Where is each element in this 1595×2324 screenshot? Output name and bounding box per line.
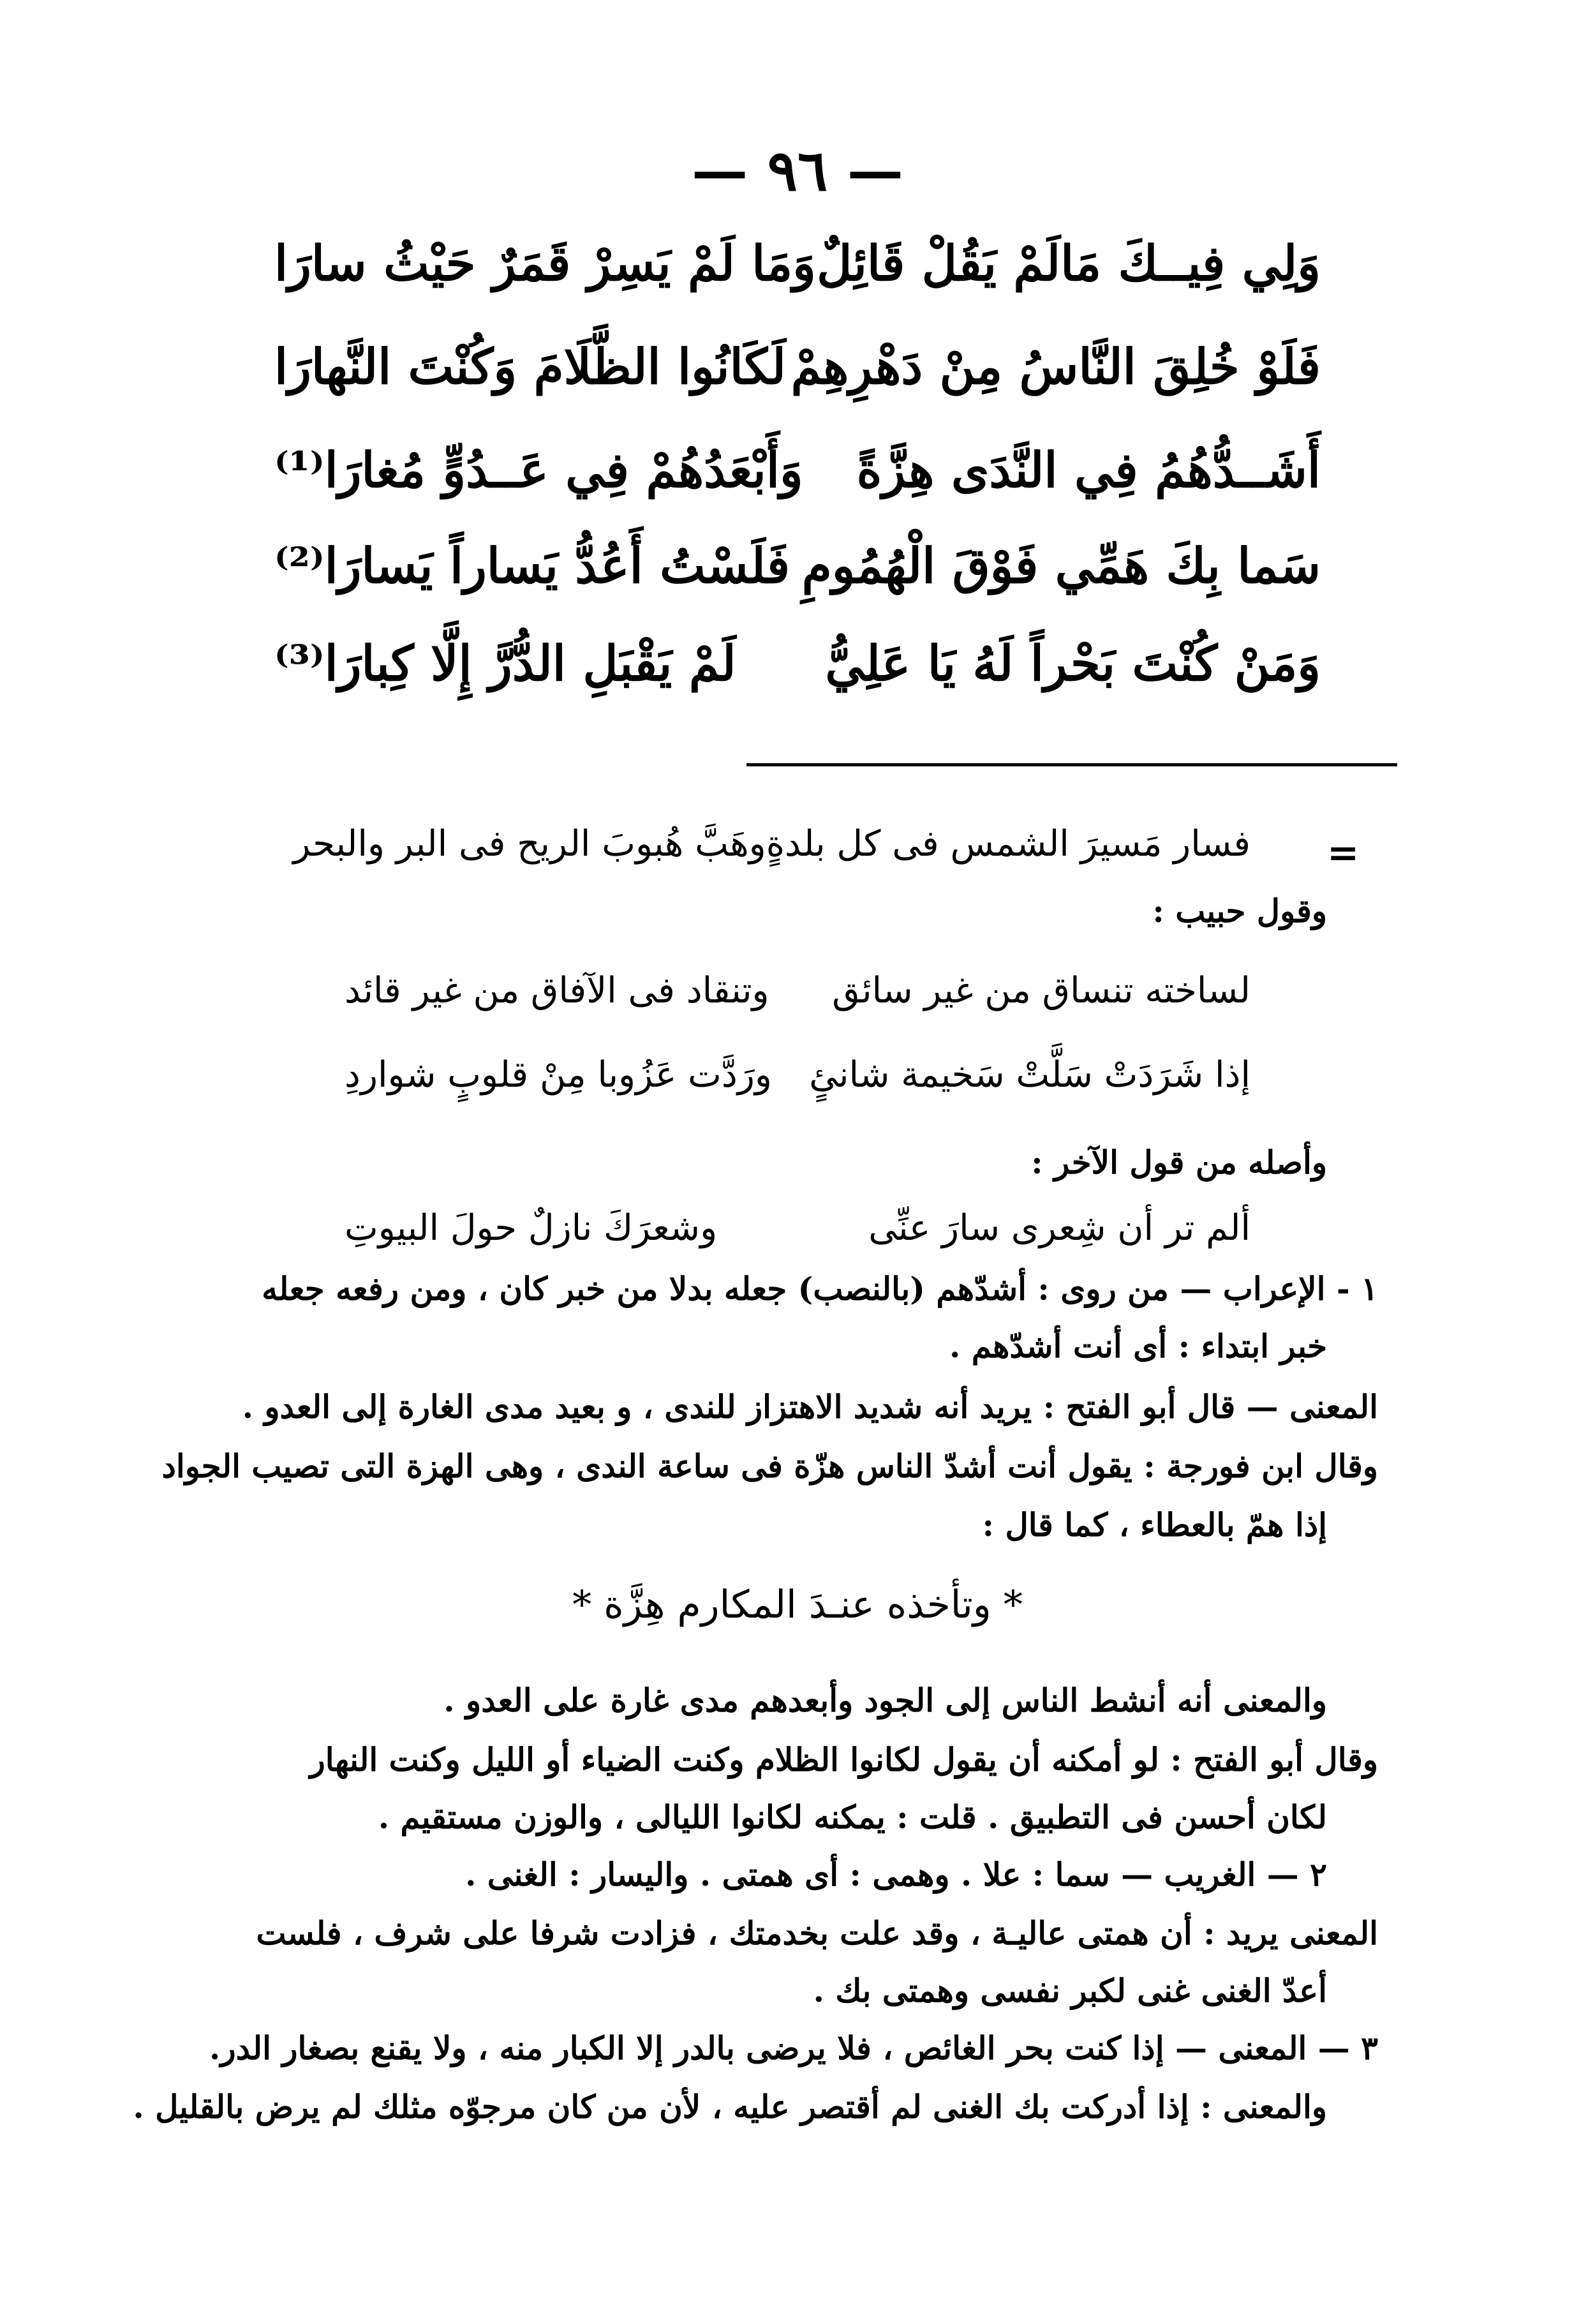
verse-line	[274, 635, 1321, 692]
verse-second-hemistich: لَمْ يَقْبَلِ الدُّرَّ إِلَّا كِبارَا⁽³⁾	[274, 635, 736, 692]
note-line: والمعنى أنه أنشط الناس إلى الجود وأبعدهم مدى غارة على العدو .	[443, 1681, 1327, 1719]
note-line: ٣ — المعنى — إذا كنت بحر الغائص ، فلا يرضى بالدر إلا الكبار منه ، ولا يقنع بصغار الدر.	[209, 2029, 1378, 2067]
verse-first-hemistich: سَما بِكَ هَمِّي فَوْقَ الْهُمُومِ	[801, 537, 1321, 594]
note-line: المعنى — قال أبو الفتح : يريد أنه شديد الاهتزاز للندى ، و بعيد مدى الغارة إلى العدو .	[242, 1388, 1378, 1426]
verse-line	[274, 537, 1321, 594]
verse-second-hemistich: وَمَا لَمْ يَسِرْ قَمَرٌ حَيْثُ سارَا	[274, 235, 816, 292]
note-line: ٢ — الغريب — سما : علا . وهمى : أى همتى . واليسار : الغنى .	[464, 1856, 1327, 1893]
verse-first-hemistich: وَلِي فِيــكَ مَالَمْ يَقُلْ قَائِلٌ	[817, 235, 1321, 292]
verse-first-hemistich: أَشَــدُّهُمُ فِي النَّدَى هِزَّةً	[856, 442, 1321, 498]
verse-line	[274, 235, 1321, 292]
note-line: والمعنى : إذا أدركت بك الغنى لم أقتصر عليه ، لأن من كان مرجوّه مثلك لم يرض بالقليل .	[133, 2088, 1327, 2126]
continuation-marker: =	[1327, 831, 1360, 875]
page-number: — ٩٦ —	[692, 137, 903, 204]
quoted-verse	[293, 823, 1250, 865]
verse-first-hemistich: وَمَنْ كُنْتَ بَحْراً لَهُ يَا عَلِيُّ	[825, 635, 1321, 692]
quoted-verse	[345, 970, 1250, 1011]
verse-line	[274, 338, 1321, 395]
verse-first-hemistich: فسار مَسيرَ الشمس فى كل بلدةٍ	[766, 823, 1250, 865]
verse-first-hemistich: ألم تر أن شِعرى سارَ عنِّى	[868, 1207, 1250, 1249]
note-line: وقال ابن فورجة : يقول أنت أشدّ الناس هزّة فى ساعة الندى ، وهى الهزة التى تصيب الجواد	[161, 1447, 1378, 1485]
verse-second-hemistich: فَلَسْتُ أَعُدُّ يَساراً يَسارَا⁽²⁾	[274, 537, 790, 594]
note-line: وقال أبو الفتح : لو أمكنه أن يقول لكانوا الظلام وكنت الضياء أو الليل وكنت النهار	[309, 1741, 1378, 1778]
verse-second-hemistich: ورَدَّت عَزُوبا مِنْ قلوبٍ شواردِ	[345, 1054, 772, 1096]
note-line: لكان أحسن فى التطبيق . قلت : يمكنه لكانوا الليالى ، والوزن مستقيم .	[378, 1798, 1327, 1836]
quoted-verse	[345, 1207, 1250, 1249]
note-line: ١ - الإعراب — من روى : أشدّهم (بالنصب) جعله بدلا من خبر كان ، ومن رفعه جعله	[262, 1270, 1378, 1307]
verse-second-hemistich: وهَبَّ هُبوبَ الريح فى البر والبحر	[293, 823, 766, 865]
verse-line	[274, 442, 1321, 498]
quoted-hemistich: * وتأخذه عنـدَ المكارم هِزَّة *	[572, 1583, 1023, 1627]
note-line: أعدّ الغنى غنى لكبر نفسى وهمتى بك .	[813, 1972, 1327, 2009]
note-line: خبر ابتداء : أى أنت أشدّهم .	[949, 1327, 1327, 1365]
quoted-verse	[345, 1054, 1250, 1096]
verse-first-hemistich: لساخته تنساق من غير سائق	[832, 970, 1250, 1011]
footnote-divider	[746, 763, 1397, 766]
origin-intro: وأصله من قول الآخر :	[1031, 1143, 1327, 1181]
note-line: المعنى يريد : أن همتى عاليـة ، وقد علت بخدمتك ، فزادت شرفا على شرف ، فلست	[256, 1914, 1378, 1952]
habib-intro: وقول حبيب :	[1152, 892, 1327, 930]
verse-second-hemistich: وَأَبْعَدُهُمْ فِي عَــدُوٍّ مُغارَا⁽¹⁾	[274, 442, 803, 498]
note-line: إذا همّ بالعطاء ، كما قال :	[982, 1506, 1327, 1544]
verse-first-hemistich: فَلَوْ خُلِقَ النَّاسُ مِنْ دَهْرِهِمْ	[790, 338, 1321, 395]
verse-second-hemistich: وتنقاد فى الآفاق من غير قائد	[345, 970, 769, 1011]
verse-first-hemistich: إذا شَرَدَتْ سَلَّتْ سَخيمة شانئٍ	[809, 1054, 1250, 1096]
verse-second-hemistich: وشعرَكَ نازلٌ حولَ البيوتِ	[345, 1207, 718, 1249]
verse-second-hemistich: لَكَانُوا الظَّلَامَ وَكُنْتَ النَّهارَا	[274, 338, 786, 395]
